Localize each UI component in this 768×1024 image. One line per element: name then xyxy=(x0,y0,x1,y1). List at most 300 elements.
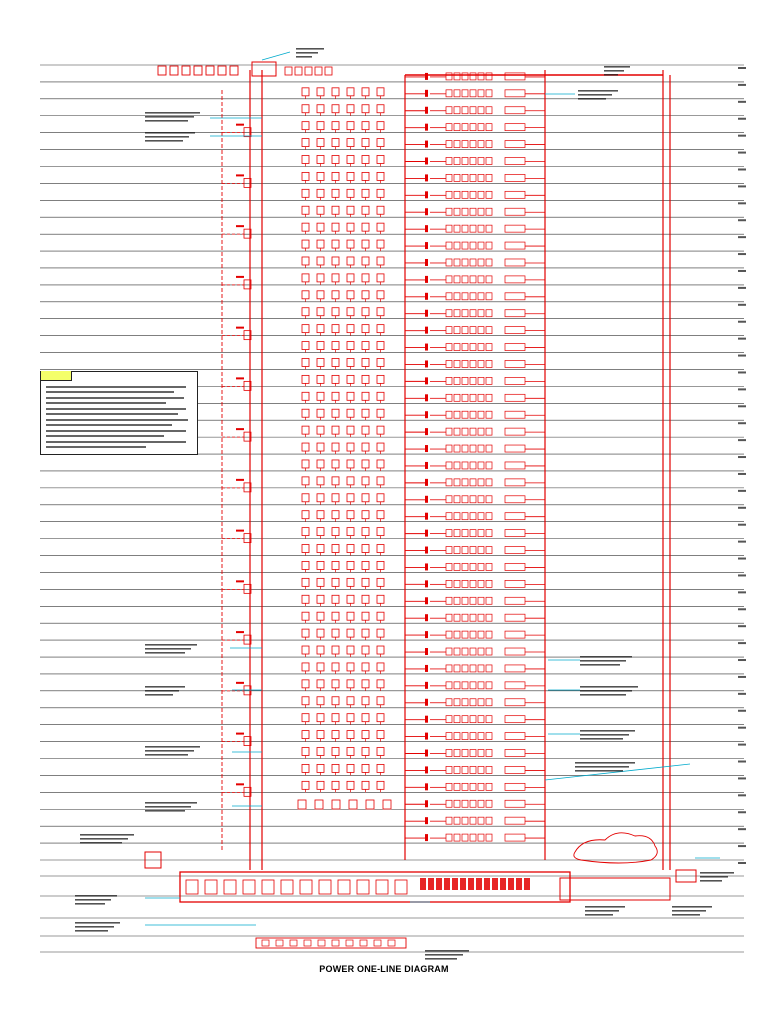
panel-board xyxy=(446,73,452,80)
unit-meter xyxy=(302,392,309,400)
panel-board xyxy=(446,157,452,164)
panel-board xyxy=(486,276,492,283)
unit-meter xyxy=(302,663,309,671)
panel-board xyxy=(478,259,484,266)
note-line xyxy=(46,430,186,432)
panel-board xyxy=(454,191,460,198)
unit-meter xyxy=(332,257,339,265)
unit-meter xyxy=(362,663,369,671)
switchgear-section xyxy=(205,880,217,894)
panel-board xyxy=(454,766,460,773)
unit-meter xyxy=(362,443,369,451)
panel-board xyxy=(486,665,492,672)
unit-meter xyxy=(362,257,369,265)
panel-board xyxy=(462,817,468,824)
unit-meter xyxy=(317,105,324,113)
panel-board xyxy=(505,191,525,198)
panel-board xyxy=(505,428,525,435)
callout-text-line xyxy=(604,74,618,76)
elevation-mark xyxy=(738,761,746,763)
panel-board xyxy=(446,428,452,435)
panel-board xyxy=(454,394,460,401)
panel-board xyxy=(470,563,476,570)
panel-board xyxy=(486,783,492,790)
tag-marker xyxy=(236,631,244,633)
panel-board xyxy=(478,310,484,317)
unit-meter xyxy=(347,257,354,265)
tag-marker xyxy=(236,327,244,329)
breaker-stack xyxy=(444,878,450,890)
callout-text-line xyxy=(575,770,623,772)
unit-meter xyxy=(362,612,369,620)
unit-meter xyxy=(332,325,339,333)
unit-meter xyxy=(302,409,309,417)
panel-board xyxy=(486,817,492,824)
elevation-mark xyxy=(738,270,746,272)
callout-text-line xyxy=(585,914,613,916)
panel-board xyxy=(462,242,468,249)
tag-marker xyxy=(236,124,244,126)
breaker xyxy=(425,580,428,587)
elevation-mark xyxy=(738,253,746,255)
callout-text-line xyxy=(296,48,324,50)
unit-meter xyxy=(302,257,309,265)
callout-text-line xyxy=(672,914,700,916)
unit-meter xyxy=(377,646,384,654)
callout-text-line xyxy=(145,136,189,138)
breaker-stack xyxy=(500,878,506,890)
unit-meter xyxy=(302,122,309,130)
callout-text-line xyxy=(578,98,606,100)
unit-meter xyxy=(347,155,354,163)
panel-board xyxy=(486,73,492,80)
panel-board xyxy=(462,682,468,689)
panel-board xyxy=(446,614,452,621)
panel-board xyxy=(470,157,476,164)
switchgear-section xyxy=(281,880,293,894)
panel-board xyxy=(486,259,492,266)
panel-board xyxy=(446,496,452,503)
unit-meter xyxy=(302,105,309,113)
general-notes-box xyxy=(40,371,198,455)
panel-board xyxy=(470,73,476,80)
unit-meter xyxy=(332,561,339,569)
unit-meter xyxy=(377,122,384,130)
panel-board xyxy=(486,445,492,452)
unit-meter xyxy=(377,206,384,214)
unit-meter xyxy=(377,358,384,366)
breaker-stack xyxy=(476,878,482,890)
unit-meter xyxy=(332,612,339,620)
unit-meter xyxy=(362,748,369,756)
panel-board xyxy=(505,157,525,164)
panel-board xyxy=(470,124,476,131)
breaker xyxy=(425,293,428,300)
panel-board xyxy=(505,394,525,401)
elevation-mark xyxy=(738,388,746,390)
unit-meter xyxy=(362,781,369,789)
unit-meter xyxy=(317,172,324,180)
tag-marker xyxy=(236,682,244,684)
panel-board xyxy=(486,563,492,570)
elevation-mark xyxy=(738,845,746,847)
callout-text-line xyxy=(700,876,728,878)
panel-board xyxy=(470,750,476,757)
unit-meter xyxy=(362,172,369,180)
elevation-mark xyxy=(738,456,746,458)
panel-board xyxy=(478,344,484,351)
panel-board xyxy=(478,124,484,131)
unit-meter xyxy=(377,494,384,502)
unit-meter xyxy=(377,308,384,316)
note-line xyxy=(46,446,146,448)
panel-board xyxy=(505,124,525,131)
breaker xyxy=(425,394,428,401)
panel-board xyxy=(446,377,452,384)
breaker xyxy=(425,614,428,621)
panel-board xyxy=(470,310,476,317)
unit-meter xyxy=(377,731,384,739)
unit-meter xyxy=(302,528,309,536)
unit-meter xyxy=(332,800,340,809)
panel-board xyxy=(470,817,476,824)
panel-board xyxy=(462,530,468,537)
panel-board xyxy=(486,766,492,773)
unit-meter xyxy=(332,139,339,147)
elevation-mark xyxy=(738,152,746,154)
panel-board xyxy=(446,699,452,706)
unit-meter xyxy=(362,392,369,400)
meter-banks xyxy=(298,88,391,809)
unit-meter xyxy=(302,206,309,214)
panel-board xyxy=(478,665,484,672)
unit-meter xyxy=(347,714,354,722)
callout-text-line xyxy=(425,954,463,956)
panel-board xyxy=(462,648,468,655)
breaker xyxy=(425,377,428,384)
unit-meter xyxy=(317,257,324,265)
elevation-mark xyxy=(738,744,746,746)
breaker xyxy=(425,716,428,723)
elevation-mark xyxy=(738,541,746,543)
panel-board xyxy=(446,327,452,334)
unit-meter xyxy=(362,308,369,316)
panel-board xyxy=(462,259,468,266)
unit-meter xyxy=(377,595,384,603)
unit-meter xyxy=(317,612,324,620)
panel-board xyxy=(462,445,468,452)
unit-meter xyxy=(317,443,324,451)
unit-meter xyxy=(362,358,369,366)
unit-meter xyxy=(377,155,384,163)
panel-board xyxy=(470,327,476,334)
tag-marker xyxy=(236,580,244,582)
panel-board xyxy=(462,716,468,723)
unit-meter xyxy=(317,189,324,197)
breaker xyxy=(425,360,428,367)
breaker xyxy=(425,445,428,452)
panel-board xyxy=(505,242,525,249)
panel-board xyxy=(478,242,484,249)
callout-text-line xyxy=(145,746,200,748)
unit-meter xyxy=(332,629,339,637)
unit-meter xyxy=(347,375,354,383)
unit-meter xyxy=(377,172,384,180)
unit-meter xyxy=(347,561,354,569)
unit-meter xyxy=(302,460,309,468)
panel-board xyxy=(505,665,525,672)
unit-meter xyxy=(317,426,324,434)
breaker xyxy=(425,665,428,672)
unit-meter xyxy=(302,731,309,739)
panel-board xyxy=(454,479,460,486)
panel-board xyxy=(478,766,484,773)
panel-board xyxy=(486,716,492,723)
elevation-mark xyxy=(738,422,746,424)
panel-board xyxy=(470,800,476,807)
elevation-mark xyxy=(738,371,746,373)
unit-meter xyxy=(332,578,339,586)
unit-meter xyxy=(347,88,354,96)
panel-board xyxy=(454,157,460,164)
unit-meter xyxy=(362,155,369,163)
panel-board xyxy=(486,733,492,740)
panel-board xyxy=(478,699,484,706)
panel-board xyxy=(462,766,468,773)
unit-meter xyxy=(362,88,369,96)
unit-meter xyxy=(302,748,309,756)
unit-meter xyxy=(347,325,354,333)
unit-meter xyxy=(377,460,384,468)
panel-board xyxy=(486,327,492,334)
unit-meter xyxy=(332,240,339,248)
panel-board xyxy=(446,360,452,367)
breaker-stack xyxy=(436,878,442,890)
panel-board xyxy=(478,530,484,537)
callout-text-line xyxy=(145,132,195,134)
generator-cloud xyxy=(574,833,657,863)
panel-board xyxy=(505,445,525,452)
floor-lines xyxy=(40,65,744,952)
breaker xyxy=(425,174,428,181)
callout-text-line xyxy=(585,906,625,908)
breaker xyxy=(425,631,428,638)
panel-board xyxy=(470,293,476,300)
callout-text-line xyxy=(580,660,626,662)
panel-board xyxy=(470,513,476,520)
unit-meter xyxy=(332,443,339,451)
unit-meter xyxy=(317,409,324,417)
unit-meter xyxy=(362,764,369,772)
panel-board xyxy=(462,479,468,486)
panel-board xyxy=(486,631,492,638)
panel-board xyxy=(505,73,525,80)
unit-meter xyxy=(332,122,339,130)
panel-board xyxy=(486,462,492,469)
panel-board xyxy=(462,800,468,807)
panel-board xyxy=(462,411,468,418)
callout-text-line xyxy=(75,895,117,897)
panel-board xyxy=(486,530,492,537)
unit-meter xyxy=(362,206,369,214)
tag-marker xyxy=(236,530,244,532)
callout-text-line xyxy=(145,648,191,650)
panel-board xyxy=(478,783,484,790)
panel-board xyxy=(446,563,452,570)
panel-board xyxy=(486,90,492,97)
unit-meter xyxy=(362,291,369,299)
panel-board xyxy=(478,191,484,198)
elevation-mark xyxy=(738,862,746,864)
switchgear-section xyxy=(243,880,255,894)
unit-meter xyxy=(332,528,339,536)
panel-board xyxy=(486,191,492,198)
fire-pump-device xyxy=(262,940,269,946)
unit-meter xyxy=(332,545,339,553)
panel-board xyxy=(462,614,468,621)
unit-meter xyxy=(377,274,384,282)
unit-meter xyxy=(317,155,324,163)
callout-text-line xyxy=(604,66,630,68)
elevation-mark xyxy=(738,591,746,593)
panel-board xyxy=(454,800,460,807)
unit-meter xyxy=(347,595,354,603)
panel-board xyxy=(462,394,468,401)
panel-board xyxy=(478,157,484,164)
note-line xyxy=(46,435,164,437)
unit-meter xyxy=(302,155,309,163)
note-line xyxy=(46,402,166,404)
unit-meter xyxy=(347,291,354,299)
unit-meter xyxy=(317,477,324,485)
panel-board xyxy=(478,563,484,570)
panel-board xyxy=(470,174,476,181)
unit-meter xyxy=(317,358,324,366)
panel-board xyxy=(505,208,525,215)
unit-meter xyxy=(347,578,354,586)
breaker xyxy=(425,750,428,757)
note-line xyxy=(46,391,174,393)
panel-board xyxy=(470,276,476,283)
unit-meter xyxy=(362,189,369,197)
panel-board xyxy=(505,496,525,503)
unit-meter xyxy=(347,308,354,316)
roof-panel xyxy=(325,67,332,75)
elevation-mark xyxy=(738,321,746,323)
unit-meter xyxy=(362,223,369,231)
callout-text-line xyxy=(580,690,632,692)
panel-board xyxy=(505,174,525,181)
panel-board xyxy=(462,513,468,520)
unit-meter xyxy=(332,460,339,468)
panel-board xyxy=(446,124,452,131)
unit-meter xyxy=(362,426,369,434)
panel-board xyxy=(446,90,452,97)
panel-board xyxy=(470,614,476,621)
panel-board xyxy=(505,107,525,114)
unit-meter xyxy=(317,646,324,654)
unit-meter xyxy=(317,223,324,231)
panel-board xyxy=(454,699,460,706)
unit-meter xyxy=(302,511,309,519)
tag-marker xyxy=(236,377,244,379)
unit-meter xyxy=(347,392,354,400)
callout-text-line xyxy=(296,56,312,58)
panel-board xyxy=(505,783,525,790)
unit-meter xyxy=(349,800,357,809)
callout-text-line xyxy=(75,922,120,924)
breaker-stack xyxy=(452,878,458,890)
panel-board xyxy=(470,428,476,435)
fire-pump-device xyxy=(290,940,297,946)
unit-meter xyxy=(347,528,354,536)
unit-meter xyxy=(362,528,369,536)
panel-board xyxy=(454,360,460,367)
fire-pump-device xyxy=(276,940,283,946)
panel-board xyxy=(505,141,525,148)
panel-board xyxy=(486,800,492,807)
panel-board xyxy=(462,580,468,587)
panel-board xyxy=(454,783,460,790)
panel-board xyxy=(446,107,452,114)
panel-board xyxy=(486,547,492,554)
breaker-stack xyxy=(428,878,434,890)
callout-text-line xyxy=(672,910,706,912)
breaker xyxy=(425,479,428,486)
panel-board xyxy=(505,733,525,740)
elevation-mark xyxy=(738,811,746,813)
fire-pump-device xyxy=(332,940,339,946)
panel-board xyxy=(486,580,492,587)
roof-panel xyxy=(170,66,178,75)
panel-board xyxy=(454,327,460,334)
panel-board xyxy=(454,141,460,148)
elevation-mark xyxy=(738,710,746,712)
unit-meter xyxy=(302,680,309,688)
unit-meter xyxy=(302,477,309,485)
panel-board xyxy=(505,547,525,554)
callout-text-line xyxy=(145,652,185,654)
panel-board xyxy=(446,344,452,351)
breaker xyxy=(425,597,428,604)
panel-board xyxy=(478,547,484,554)
breaker xyxy=(425,530,428,537)
panel-board xyxy=(478,225,484,232)
panel-board xyxy=(478,648,484,655)
breaker xyxy=(425,259,428,266)
unit-meter xyxy=(377,561,384,569)
panel-board xyxy=(505,276,525,283)
unit-meter xyxy=(302,494,309,502)
panel-board xyxy=(486,157,492,164)
panel-board xyxy=(478,73,484,80)
unit-meter xyxy=(317,663,324,671)
panel-board xyxy=(462,360,468,367)
roof-panel xyxy=(158,66,166,75)
elevation-mark xyxy=(738,490,746,492)
breaker xyxy=(425,141,428,148)
unit-meter xyxy=(362,409,369,417)
roof-panel xyxy=(194,66,202,75)
unit-meter xyxy=(317,392,324,400)
panel-board xyxy=(486,242,492,249)
panel-board xyxy=(446,479,452,486)
panel-board xyxy=(486,496,492,503)
panel-board xyxy=(505,750,525,757)
breaker xyxy=(425,783,428,790)
fire-pump-device xyxy=(318,940,325,946)
unit-meter xyxy=(302,697,309,705)
